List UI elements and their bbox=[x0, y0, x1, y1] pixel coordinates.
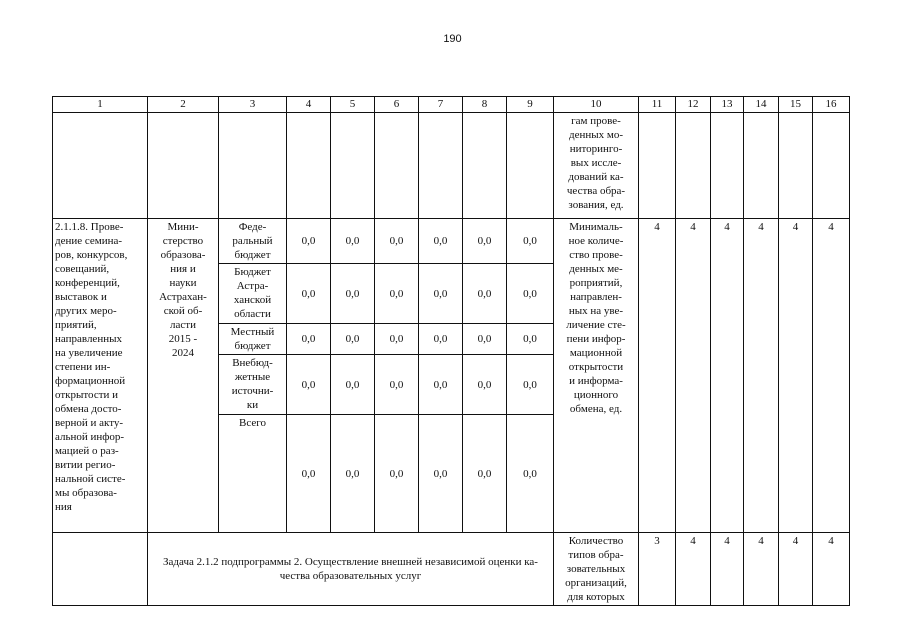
value-cell: 0,0 bbox=[375, 219, 419, 264]
task-title: Задача 2.1.2 подпрограммы 2. Осуществление внешней независимой оценки ка- чества образовательных услуг bbox=[148, 533, 554, 606]
header-cell: 15 bbox=[779, 97, 813, 113]
value-cell: 0,0 bbox=[463, 219, 507, 264]
value-cell: 0,0 bbox=[375, 264, 419, 324]
header-cell: 13 bbox=[711, 97, 744, 113]
value-cell: 0,0 bbox=[331, 264, 375, 324]
target-cell: 4 bbox=[676, 533, 711, 606]
source-row-federal bbox=[53, 219, 850, 264]
target-cell: 4 bbox=[813, 219, 850, 533]
activity-indicator: Минималь- ное количе- ство прове- денных ме- роприятий, направлен- ных на уве- личение сте- пени инфор- мационной открытости и информа- ционного обмена, ед. bbox=[554, 219, 639, 533]
header-cell: 4 bbox=[287, 97, 331, 113]
target-cell: 4 bbox=[711, 219, 744, 533]
header-cell: 1 bbox=[53, 97, 148, 113]
value-cell: 0,0 bbox=[507, 219, 554, 264]
activity-executor: Мини- стерство образова- ния и науки Астрахан- ской об- ласти 2015 - 2024 bbox=[148, 219, 219, 533]
header-cell: 12 bbox=[676, 97, 711, 113]
target-cell: 4 bbox=[813, 533, 850, 606]
source-label: Бюджет Астра- ханской области bbox=[219, 264, 287, 324]
value-cell: 0,0 bbox=[507, 355, 554, 415]
value-cell: 0,0 bbox=[375, 355, 419, 415]
target-cell: 4 bbox=[744, 219, 779, 533]
header-cell: 5 bbox=[331, 97, 375, 113]
header-cell: 2 bbox=[148, 97, 219, 113]
header-cell: 14 bbox=[744, 97, 779, 113]
target-cell: 3 bbox=[639, 533, 676, 606]
header-cell: 6 bbox=[375, 97, 419, 113]
header-cell: 8 bbox=[463, 97, 507, 113]
value-cell: 0,0 bbox=[331, 415, 375, 533]
value-cell: 0,0 bbox=[331, 219, 375, 264]
value-cell: 0,0 bbox=[375, 324, 419, 355]
value-cell: 0,0 bbox=[419, 415, 463, 533]
header-cell: 9 bbox=[507, 97, 554, 113]
target-cell: 4 bbox=[779, 219, 813, 533]
value-cell: 0,0 bbox=[463, 355, 507, 415]
header-row bbox=[53, 97, 850, 113]
target-cell: 4 bbox=[779, 533, 813, 606]
source-label: Феде- ральный бюджет bbox=[219, 219, 287, 264]
value-cell: 0,0 bbox=[287, 415, 331, 533]
activity-name: 2.1.1.8. Прове- дение семина- ров, конкурсов, совещаний, конференций, выставок и других меро- приятий, направленных на увеличение степени ин- формационной открытости и обмена досто- верной и акту- альной инфор- мацией о раз- витии регио- нальной систе- мы образова- ния bbox=[53, 219, 148, 533]
task-indicator: Количество типов обра- зовательных организаций, для которых bbox=[554, 533, 639, 606]
source-label: Местный бюджет bbox=[219, 324, 287, 355]
target-cell: 4 bbox=[676, 219, 711, 533]
task-row bbox=[53, 533, 850, 606]
value-cell: 0,0 bbox=[419, 324, 463, 355]
value-cell: 0,0 bbox=[287, 219, 331, 264]
value-cell: 0,0 bbox=[463, 264, 507, 324]
value-cell: 0,0 bbox=[287, 355, 331, 415]
program-table bbox=[52, 96, 850, 606]
value-cell: 0,0 bbox=[375, 415, 419, 533]
header-cell: 16 bbox=[813, 97, 850, 113]
target-cell: 4 bbox=[744, 533, 779, 606]
value-cell: 0,0 bbox=[419, 355, 463, 415]
value-cell: 0,0 bbox=[419, 219, 463, 264]
value-cell: 0,0 bbox=[463, 324, 507, 355]
value-cell: 0,0 bbox=[507, 264, 554, 324]
value-cell: 0,0 bbox=[287, 264, 331, 324]
value-cell: 0,0 bbox=[507, 324, 554, 355]
value-cell: 0,0 bbox=[331, 324, 375, 355]
value-cell: 0,0 bbox=[331, 355, 375, 415]
continued-indicator: гам прове- денных мо- ниторинго- вых иссле- дований ка- чества обра- зования, ед. bbox=[554, 113, 639, 219]
value-cell: 0,0 bbox=[463, 415, 507, 533]
source-label: Внебюд- жетные источни- ки bbox=[219, 355, 287, 415]
continued-row bbox=[53, 113, 850, 219]
value-cell: 0,0 bbox=[507, 415, 554, 533]
value-cell: 0,0 bbox=[287, 324, 331, 355]
header-cell: 3 bbox=[219, 97, 287, 113]
source-label: Всего bbox=[219, 415, 287, 533]
value-cell: 0,0 bbox=[419, 264, 463, 324]
page-number: 190 bbox=[443, 33, 462, 45]
target-cell: 4 bbox=[711, 533, 744, 606]
header-cell: 10 bbox=[554, 97, 639, 113]
header-cell: 7 bbox=[419, 97, 463, 113]
target-cell: 4 bbox=[639, 219, 676, 533]
header-cell: 11 bbox=[639, 97, 676, 113]
